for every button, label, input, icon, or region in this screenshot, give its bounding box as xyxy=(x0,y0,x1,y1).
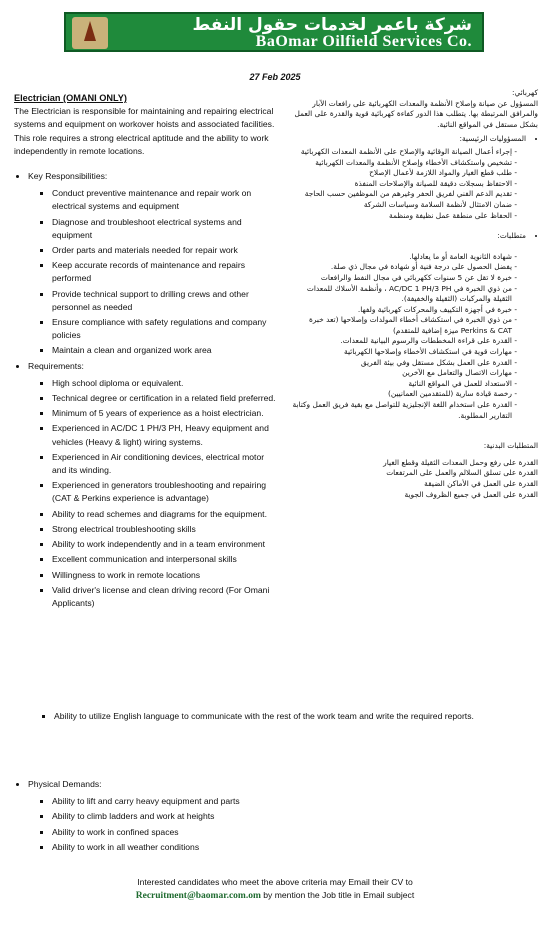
list-item: ▪ Valid driver's license and clean driving record (For Omani Applicants) xyxy=(52,584,276,610)
arabic-job-title: كهربائي: xyxy=(511,88,538,97)
list-item: - تقديم الدعم الفني لفريق الحفر وغيرهم من الموظفين حسب الحاجة xyxy=(286,189,512,200)
list-item: ▪ Provide technical support to drilling crews and other personnel as needed xyxy=(52,288,276,314)
list-item: - يفضل الحصول على درجة فنية أو شهادة في مجال ذي صلة. xyxy=(286,262,512,273)
list-item: القدرة على رفع وحمل المعدات الثقيلة وقطع الغيار xyxy=(383,457,538,467)
arabic-sections xyxy=(286,134,538,421)
list-item: - من ذوي الخبرة في AC/DC 1 PH/3 PH ، وأنظمة الأسلاك للمعدات الثقيلة والمركبات (الثقيلة والخفيفة). xyxy=(286,284,512,305)
list-item: - مهارات الاتصال والتعامل مع الآخرين xyxy=(286,368,512,379)
list-item: - الاستعداد للعمل في المواقع النائية xyxy=(286,379,512,390)
list-item: ▪ Ability to work independently and in a team environment xyxy=(52,538,276,551)
job-intro: The Electrician is responsible for maintaining and repairing electrical systems and equipment on workover hoists and associated facilities. This role requires a strong electrical aptitude and the ability to work independently in remote locations. xyxy=(14,106,275,156)
arabic-physical-list xyxy=(286,458,538,500)
list-item: ▪ High school diploma or equivalent. xyxy=(52,377,276,390)
list-item: - القدرة على العمل بشكل مستقل وفي بيئة الفريق xyxy=(286,358,512,369)
list-item: القدرة على تسلق السلالم والعمل على المرتفعات xyxy=(386,468,538,478)
physical-demands-section xyxy=(14,778,314,856)
list-item: ▪ Maintain a clean and organized work area xyxy=(52,344,276,357)
list-item: ▪ Minimum of 5 years of experience as a hoist electrician. xyxy=(52,407,276,420)
arabic-requirements-list xyxy=(286,252,526,422)
arabic-physical-heading: المتطلبات البدنية: xyxy=(483,441,538,451)
list-item: ▪ Strong electrical troubleshooting skills xyxy=(52,523,276,536)
arabic-job-intro: المسؤول عن صيانة وإصلاح الأنظمة والمعدات الكهربائية على رافعات الآبار والمرافق المرتبطة بها. يتطلب هذا الدور كفاءة كهربائية قوية والقدرة على العمل بشكل مستقل في المواقع النائية. xyxy=(294,98,538,129)
list-item: ▪ Excellent communication and interpersonal skills xyxy=(52,553,276,566)
list-item: - الاحتفاظ بسجلات دقيقة للصيانة والإصلاحات المنفذة xyxy=(286,179,512,190)
arabic-responsibilities-section xyxy=(286,134,526,221)
key-responsibilities-heading: Key Responsibilities: xyxy=(28,171,108,182)
arabic-physical-section xyxy=(286,441,538,500)
list-item: ▪ Experienced in Air conditioning devices, electrical motor and its winding. xyxy=(52,451,276,477)
list-item: ▪ Order parts and materials needed for repair work xyxy=(52,244,276,257)
list-item: ▪ Ability to utilize English language to communicate with the rest of the work team and write the required reports. xyxy=(54,710,476,723)
requirements-heading: Requirements: xyxy=(28,360,84,371)
list-item: - إجراء أعمال الصيانة الوقائية والإصلاح على الأنظمة المعدات الكهربائية xyxy=(286,147,512,158)
list-item: - رخصة قيادة سارية (للمتقدمين العمانيين) xyxy=(286,389,512,400)
list-item: - تشخيص واستكشاف الأخطاء وإصلاح الأنظمة والمعدات الكهربائية xyxy=(286,158,512,169)
company-banner xyxy=(64,12,484,52)
list-item: ▪ Conduct preventive maintenance and repair work on electrical systems and equipment xyxy=(52,187,276,213)
list-item: - طلب قطع الغيار والمواد اللازمة لأعمال الإصلاح xyxy=(286,168,512,179)
list-item: ▪ Experienced in generators troubleshooting and repairing (CAT & Perkins experience is advantage) xyxy=(52,479,276,505)
job-title: Electrician (OMANI ONLY) xyxy=(14,93,127,103)
list-item: ▪ Experienced in AC/DC 1 PH/3 PH, Heavy equipment and vehicles (Heavy & light) wiring systems. xyxy=(52,422,276,448)
company-name-arabic: شركة باعمر لخدمات حقول النفط xyxy=(192,15,472,35)
physical-demands-list xyxy=(28,795,314,854)
list-item: - خبرة في أجهزة التكييف والمحركات كهربائية ولفها. xyxy=(286,305,512,316)
arabic-responsibilities-list xyxy=(286,147,526,221)
list-item: - القدرة على قراءة المخططات والرسوم البيانية للمعدات. xyxy=(286,336,512,347)
footer-line-2 xyxy=(0,889,550,903)
list-item: ▪ Ability to work in all weather conditions xyxy=(52,841,314,854)
list-item: ▪ Ability to work in confined spaces xyxy=(52,826,314,839)
list-item: ▪ Ensure compliance with safety regulations and company policies xyxy=(52,316,276,342)
list-item: - الحفاظ على منطقة عمل نظيفة ومنظمة xyxy=(286,211,512,222)
list-item: ▪ Keep accurate records of maintenance and repairs performed xyxy=(52,259,276,285)
list-item: - مهارات قوية في استكشاف الأخطاء وإصلاحها الكهربائية xyxy=(286,347,512,358)
list-item: ▪ Ability to lift and carry heavy equipment and parts xyxy=(52,795,314,808)
company-logo-icon xyxy=(72,17,108,49)
arabic-job-description xyxy=(286,88,538,500)
list-item: ▪ Ability to climb ladders and work at heights xyxy=(52,810,314,823)
list-item: - القدرة على استخدام اللغة الإنجليزية للتواصل مع بقية فريق العمل وكتابة التقارير المطلوبة. xyxy=(286,400,512,421)
footer-line-rest: by mention the Job title in Email subject xyxy=(260,890,415,900)
list-item: القدرة على العمل في جميع الظروف الجوية xyxy=(404,489,538,499)
en-sections xyxy=(14,170,276,610)
key-responsibilities-section xyxy=(28,170,276,358)
physical-demands-heading: Physical Demands: xyxy=(28,779,102,789)
arabic-requirements-section xyxy=(286,231,526,421)
application-footer xyxy=(0,876,550,903)
list-item: - ضمان الامتثال لأنظمة السلامة وسياسات الشركة xyxy=(286,200,512,211)
list-item: - من ذوي الخبرة في استكشاف أخطاء المولدات وإصلاحها (تعد خبرة Perkins & CAT ميزة إضافية للمتقدم) xyxy=(286,315,512,336)
physical-demands-item xyxy=(28,778,314,854)
arabic-requirements-heading: متطلبات: xyxy=(497,231,526,241)
requirements-section xyxy=(28,360,276,610)
company-name-english: BaOmar Oilfield Services Co. xyxy=(255,33,472,50)
footer-line: Interested candidates who meet the above criteria may Email their CV to xyxy=(137,877,413,887)
list-item: ▪ Willingness to work in remote locations xyxy=(52,569,276,582)
list-item: القدرة على العمل في الأماكن الضيقة xyxy=(424,479,538,488)
english-wide-requirement xyxy=(36,710,476,725)
list-item: ▪ Ability to read schemes and diagrams for the equipment. xyxy=(52,508,276,521)
requirements-list xyxy=(28,377,276,610)
list-item: ▪ Technical degree or certification in a related field preferred. xyxy=(52,392,276,405)
english-job-description xyxy=(14,92,276,612)
list-item: - خبرة لا تقل عن 5 سنوات ككهربائي في مجال النفط والرافعات xyxy=(286,273,512,284)
recruitment-email-link[interactable]: Recruitment@baomar.com.om xyxy=(135,891,261,901)
list-item: - شهادة الثانوية العامة أو ما يعادلها. xyxy=(286,252,512,263)
posting-date: 27 Feb 2025 xyxy=(249,72,301,82)
key-responsibilities-list xyxy=(28,187,276,357)
list-item: ▪ Diagnose and troubleshoot electrical systems and equipment xyxy=(52,216,276,242)
arabic-responsibilities-heading: المسؤوليات الرئيسية: xyxy=(459,134,526,144)
